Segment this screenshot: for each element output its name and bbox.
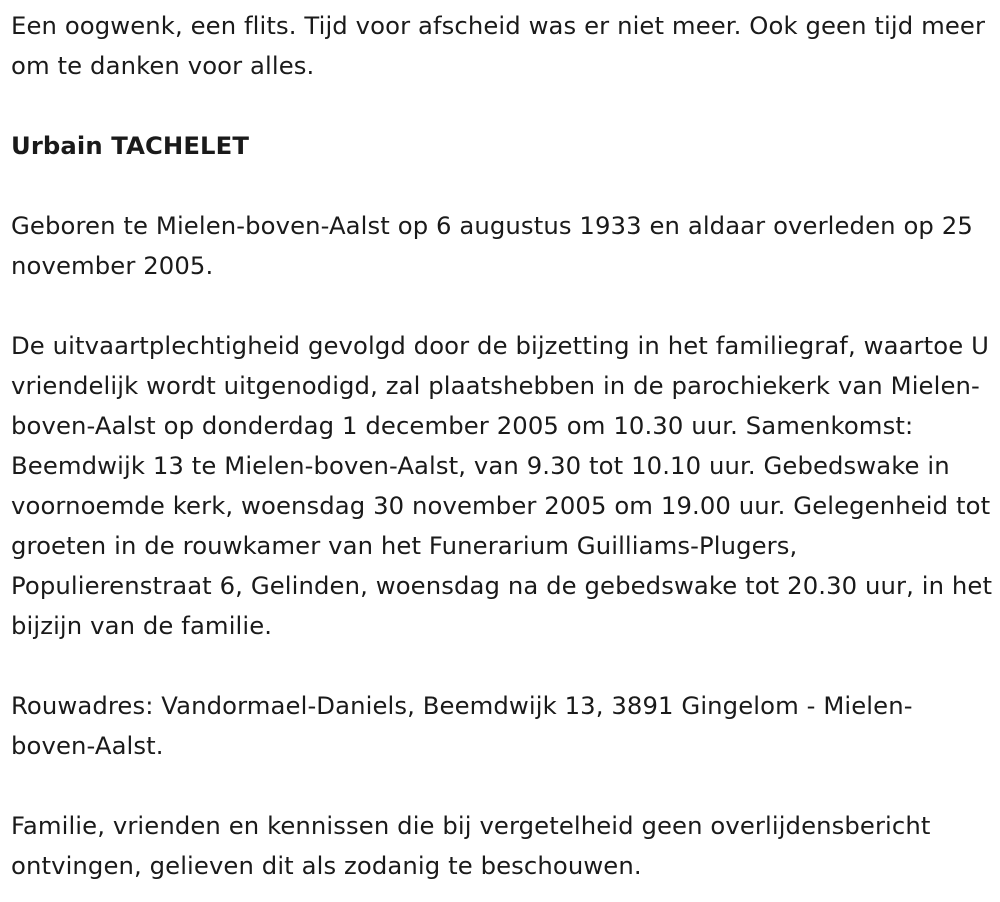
closing-text: Familie, vrienden en kennissen die bij vergetelheid geen overlijdensbericht ontvingen, gelieven dit als zodanig te beschouwen. [11,811,931,880]
deceased-name: Urbain TACHELET [11,131,249,160]
ceremony-text: De uitvaartplechtigheid gevolgd door de bijzetting in het familiegraf, waartoe U vriendelijk wordt uitgenodigd, zal plaatshebben in de parochiekerk van Mielen-boven-Aalst op donderdag 1 december 2005 om 10.30 uur. Samenkomst: Beemdwijk 13 te Mielen-boven-Aalst, van 9.30 tot 10.10 uur. Gebedswake in voornoemde kerk, woensdag 30 november 2005 om 19.00 uur. Gelegenheid tot groeten in de rouwkamer van het Funerarium Guilliams-Plugers, Populierenstraat 6, Gelinden, woensdag na de gebedswake tot 20.30 uur, in het bijzijn van de familie. [11,331,993,640]
mourning-address: Rouwadres: Vandormael-Daniels, Beemdwijk 13, 3891 Gingelom - Mielen-boven-Aalst. [11,691,913,760]
intro-text: Een oogwenk, een flits. Tijd voor afscheid was er niet meer. Ook geen tijd meer om te danken voor alles. [11,11,986,80]
birth-death-text: Geboren te Mielen-boven-Aalst op 6 augustus 1933 en aldaar overleden op 25 november 2005. [11,211,973,280]
obituary-notice [11,6,996,886]
